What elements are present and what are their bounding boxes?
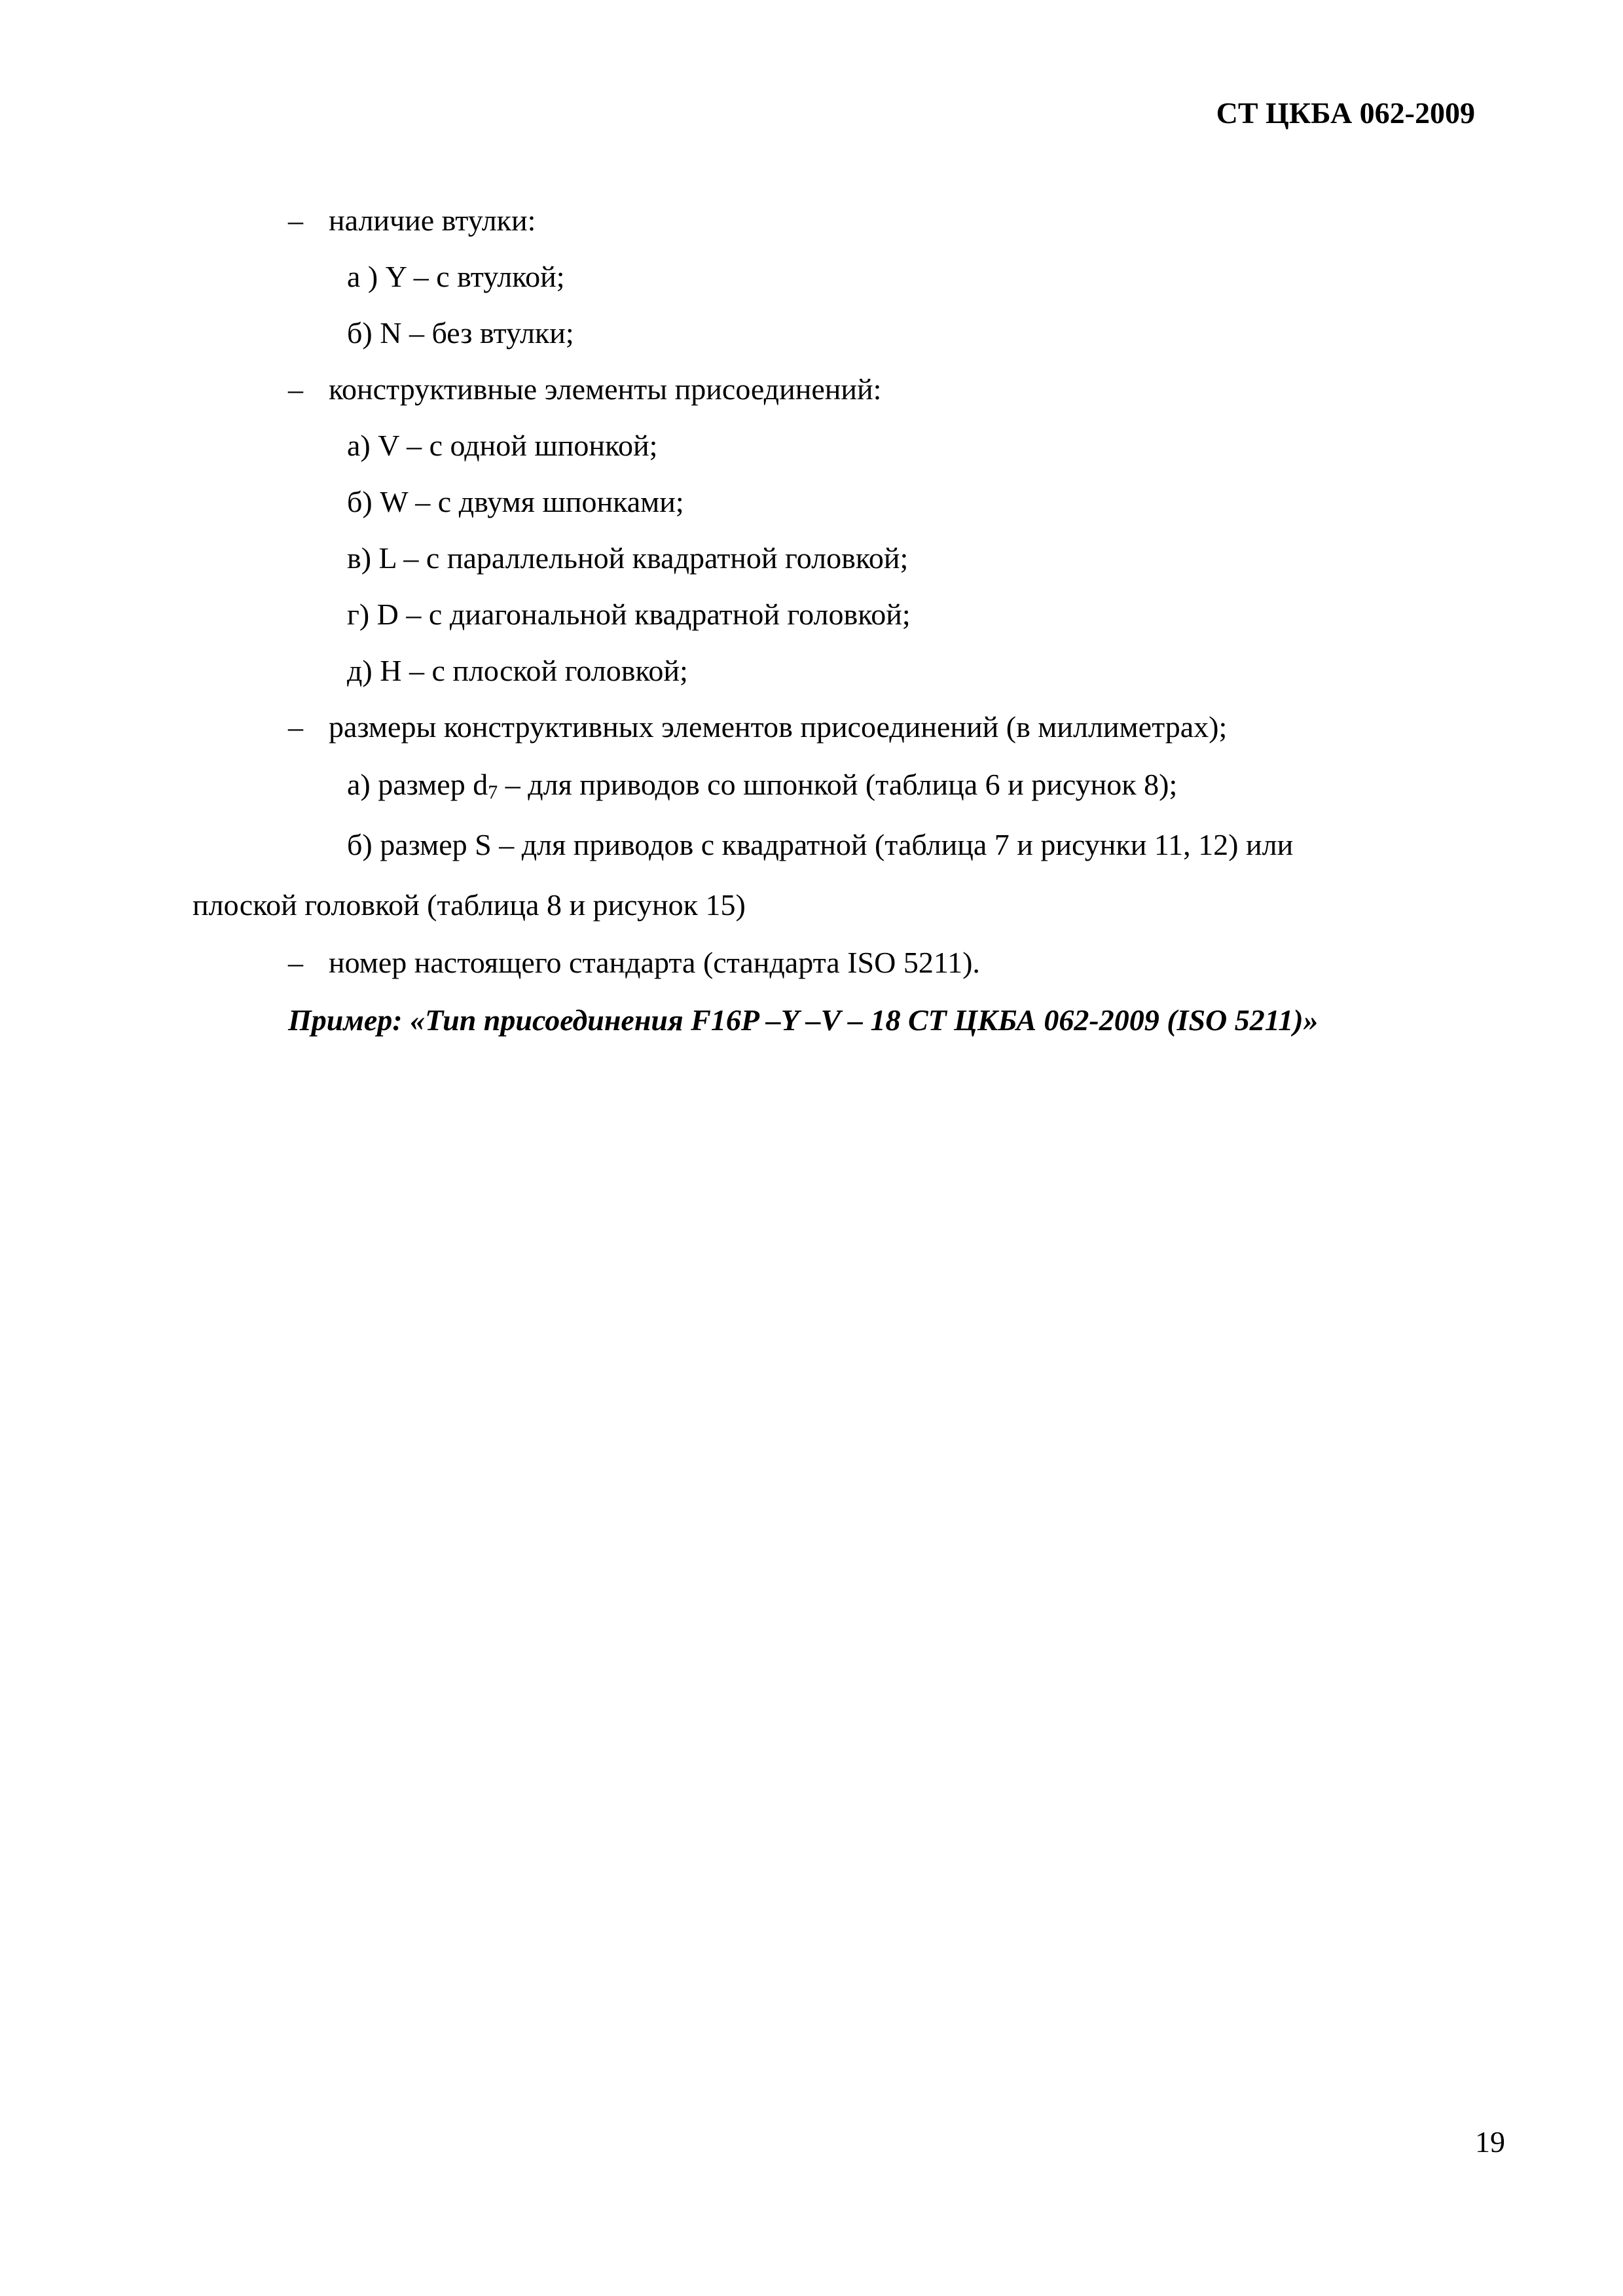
element-option-w: б) W – с двумя шпонками; [347,485,684,518]
list-item-sizes [288,712,1227,742]
bullet-dash: – [288,372,303,406]
bullet-dash: – [288,946,303,979]
element-option-l: в) L – с параллельной квадратной головкой; [347,541,909,575]
size-item-a-prefix: а) размер d [347,768,488,801]
list-item-standard [288,948,980,978]
bullet-dash: – [288,204,303,237]
element-option-d: г) D – с диагональной квадратной головкой; [347,598,911,631]
example-designation: Пример: «Тип присоединения F16P –Y –V – 18 СТ ЦКБА 062-2009 (ISO 5211)» [288,1003,1319,1037]
sizes-title: размеры конструктивных элементов присоединений (в миллиметрах); [329,710,1228,744]
sleeve-option-y: а ) Y – с втулкой; [347,260,565,293]
bullet-dash: – [288,710,303,744]
size-item-a [347,770,1177,802]
standard-title: номер настоящего стандарта (стандарта ISO 5211). [329,946,980,979]
size-item-b-line2: плоской головкой (таблица 8 и рисунок 15) [192,888,746,922]
size-item-b-line1: б) размер S – для приводов с квадратной (таблица 7 и рисунки 11, 12) или [347,828,1294,861]
size-item-a-subscript: 7 [488,781,498,803]
sleeve-option-n: б) N – без втулки; [347,316,574,350]
list-item-elements [288,374,881,404]
sleeve-title: наличие втулки: [329,204,536,237]
document-code-header: СТ ЦКБА 062-2009 [1216,96,1475,130]
list-item-sleeve [288,206,536,236]
element-option-h: д) H – с плоской головкой; [347,654,688,687]
page-number: 19 [1475,2125,1505,2159]
elements-title: конструктивные элементы присоединений: [329,372,882,406]
element-option-v: а) V – с одной шпонкой; [347,429,658,462]
size-item-a-suffix: – для приводов со шпонкой (таблица 6 и рисунок 8); [498,768,1178,801]
